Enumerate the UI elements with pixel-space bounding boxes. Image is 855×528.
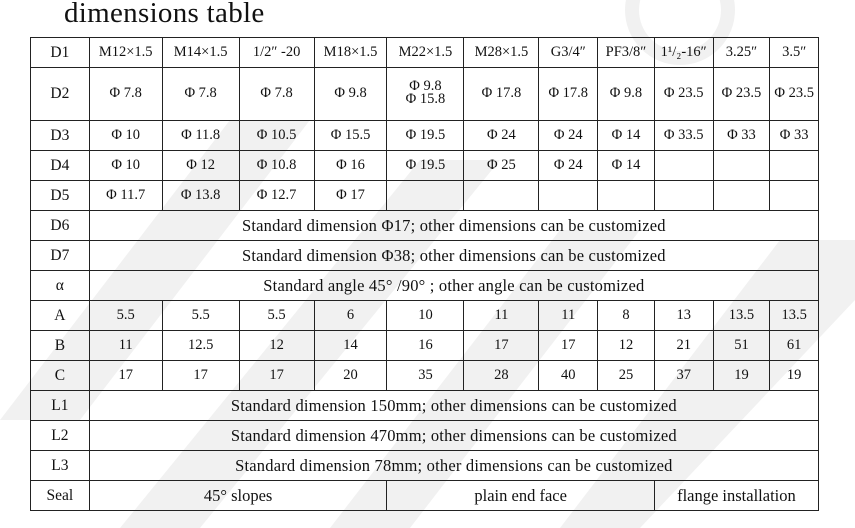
cell-c-8: 25 bbox=[598, 360, 655, 390]
seal-flange-installation: flange installation bbox=[654, 480, 818, 510]
cell-d2-7: Φ 17.8 bbox=[539, 68, 598, 121]
cell-b-4: 14 bbox=[314, 330, 387, 360]
cell-d3-7: Φ 24 bbox=[539, 120, 598, 150]
cell-d1-11: 3.5″ bbox=[770, 38, 819, 68]
cell-d2-10: Φ 23.5 bbox=[713, 68, 770, 121]
cell-d3-2: Φ 11.8 bbox=[162, 120, 239, 150]
seal-slopes: 45° slopes bbox=[89, 480, 387, 510]
cell-a-1: 5.5 bbox=[89, 300, 162, 330]
cell-d5-7 bbox=[539, 180, 598, 210]
cell-d1-1: M12×1.5 bbox=[89, 38, 162, 68]
row-label-c: C bbox=[31, 360, 90, 390]
cell-d1-5: M22×1.5 bbox=[387, 38, 464, 68]
cell-c-6: 28 bbox=[464, 360, 539, 390]
cell-a-7: 11 bbox=[539, 300, 598, 330]
cell-d1-2: M14×1.5 bbox=[162, 38, 239, 68]
cell-d4-7: Φ 24 bbox=[539, 150, 598, 180]
span-text-l2: Standard dimension 470mm; other dimensions can be customized bbox=[89, 420, 818, 450]
span-text-l1: Standard dimension 150mm; other dimensions can be customized bbox=[89, 390, 818, 420]
cell-d5-11 bbox=[770, 180, 819, 210]
cell-d5-10 bbox=[713, 180, 770, 210]
cell-a-3: 5.5 bbox=[239, 300, 314, 330]
row-label-d5: D5 bbox=[31, 180, 90, 210]
cell-b-6: 17 bbox=[464, 330, 539, 360]
cell-d2-9: Φ 23.5 bbox=[654, 68, 713, 121]
cell-b-10: 51 bbox=[713, 330, 770, 360]
cell-c-7: 40 bbox=[539, 360, 598, 390]
table-row-alpha bbox=[31, 270, 819, 300]
cell-c-2: 17 bbox=[162, 360, 239, 390]
row-label-alpha: α bbox=[31, 270, 90, 300]
page-title: dimensions table bbox=[64, 0, 265, 29]
cell-d4-5: Φ 19.5 bbox=[387, 150, 464, 180]
row-label-d2: D2 bbox=[31, 68, 90, 121]
cell-c-9: 37 bbox=[654, 360, 713, 390]
cell-c-1: 17 bbox=[89, 360, 162, 390]
cell-d2-11: Φ 23.5 bbox=[770, 68, 819, 121]
cell-d3-10: Φ 33 bbox=[713, 120, 770, 150]
seal-plain-end-face: plain end face bbox=[387, 480, 654, 510]
cell-d3-5: Φ 19.5 bbox=[387, 120, 464, 150]
span-text-d6: Standard dimension Φ17; other dimensions can be customized bbox=[89, 210, 818, 240]
table-row-d1 bbox=[31, 38, 819, 68]
cell-d1-7: G3/4″ bbox=[539, 38, 598, 68]
cell-d3-6: Φ 24 bbox=[464, 120, 539, 150]
cell-a-9: 13 bbox=[654, 300, 713, 330]
table-row-a bbox=[31, 300, 819, 330]
row-label-d6: D6 bbox=[31, 210, 90, 240]
cell-d1-6: M28×1.5 bbox=[464, 38, 539, 68]
table-row-l1 bbox=[31, 390, 819, 420]
cell-d5-9 bbox=[654, 180, 713, 210]
cell-b-1: 11 bbox=[89, 330, 162, 360]
cell-d5-8 bbox=[598, 180, 655, 210]
row-label-l1: L1 bbox=[31, 390, 90, 420]
cell-d2-6: Φ 17.8 bbox=[464, 68, 539, 121]
cell-a-4: 6 bbox=[314, 300, 387, 330]
cell-d1-4: M18×1.5 bbox=[314, 38, 387, 68]
cell-d2-4: Φ 9.8 bbox=[314, 68, 387, 121]
row-label-d4: D4 bbox=[31, 150, 90, 180]
cell-d4-1: Φ 10 bbox=[89, 150, 162, 180]
dimensions-table bbox=[30, 37, 819, 511]
cell-d2-2: Φ 7.8 bbox=[162, 68, 239, 121]
cell-d3-4: Φ 15.5 bbox=[314, 120, 387, 150]
cell-c-10: 19 bbox=[713, 360, 770, 390]
cell-a-10: 13.5 bbox=[713, 300, 770, 330]
span-text-d7: Standard dimension Φ38; other dimensions can be customized bbox=[89, 240, 818, 270]
cell-c-3: 17 bbox=[239, 360, 314, 390]
cell-d2-1: Φ 7.8 bbox=[89, 68, 162, 121]
span-text-alpha: Standard angle 45° /90° ; other angle can be customized bbox=[89, 270, 818, 300]
cell-d4-6: Φ 25 bbox=[464, 150, 539, 180]
cell-d5-6 bbox=[464, 180, 539, 210]
table-row-c bbox=[31, 360, 819, 390]
table-row-d6 bbox=[31, 210, 819, 240]
cell-d2-8: Φ 9.8 bbox=[598, 68, 655, 121]
cell-d3-11: Φ 33 bbox=[770, 120, 819, 150]
row-label-seal: Seal bbox=[31, 480, 90, 510]
cell-a-11: 13.5 bbox=[770, 300, 819, 330]
cell-b-2: 12.5 bbox=[162, 330, 239, 360]
cell-d2-5-stack bbox=[406, 80, 446, 106]
row-label-d7: D7 bbox=[31, 240, 90, 270]
row-label-l3: L3 bbox=[31, 450, 90, 480]
table-row-seal bbox=[31, 480, 819, 510]
row-label-a: A bbox=[31, 300, 90, 330]
cell-d4-3: Φ 10.8 bbox=[239, 150, 314, 180]
cell-c-4: 20 bbox=[314, 360, 387, 390]
cell-d1-8: PF3/8″ bbox=[598, 38, 655, 68]
table-row-d3 bbox=[31, 120, 819, 150]
cell-b-3: 12 bbox=[239, 330, 314, 360]
table-row-d5 bbox=[31, 180, 819, 210]
span-text-l3: Standard dimension 78mm; other dimensions can be customized bbox=[89, 450, 818, 480]
cell-d4-10 bbox=[713, 150, 770, 180]
table-row-d7 bbox=[31, 240, 819, 270]
cell-b-5: 16 bbox=[387, 330, 464, 360]
row-label-d1: D1 bbox=[31, 38, 90, 68]
row-label-l2: L2 bbox=[31, 420, 90, 450]
table-row-l3 bbox=[31, 450, 819, 480]
row-label-d3: D3 bbox=[31, 120, 90, 150]
table-row-d4 bbox=[31, 150, 819, 180]
cell-b-11: 61 bbox=[770, 330, 819, 360]
table-row-d2 bbox=[31, 68, 819, 121]
cell-d1-9: 1¹/₂-16″ bbox=[654, 38, 713, 68]
cell-d5-5 bbox=[387, 180, 464, 210]
cell-d5-1: Φ 11.7 bbox=[89, 180, 162, 210]
cell-d1-10: 3.25″ bbox=[713, 38, 770, 68]
row-label-b: B bbox=[31, 330, 90, 360]
cell-d2-5-line1: Φ 9.8 bbox=[409, 78, 442, 95]
cell-c-5: 35 bbox=[387, 360, 464, 390]
cell-d3-3: Φ 10.5 bbox=[239, 120, 314, 150]
cell-d2-5 bbox=[387, 68, 464, 121]
cell-d3-1: Φ 10 bbox=[89, 120, 162, 150]
cell-d4-9 bbox=[654, 150, 713, 180]
cell-d3-8: Φ 14 bbox=[598, 120, 655, 150]
cell-d4-8: Φ 14 bbox=[598, 150, 655, 180]
cell-b-8: 12 bbox=[598, 330, 655, 360]
cell-d2-5-line2: Φ 15.8 bbox=[405, 91, 446, 108]
cell-d1-3: 1/2″ -20 bbox=[239, 38, 314, 68]
cell-d5-3: Φ 12.7 bbox=[239, 180, 314, 210]
cell-a-6: 11 bbox=[464, 300, 539, 330]
cell-d5-2: Φ 13.8 bbox=[162, 180, 239, 210]
table-row-l2 bbox=[31, 420, 819, 450]
cell-a-8: 8 bbox=[598, 300, 655, 330]
cell-b-9: 21 bbox=[654, 330, 713, 360]
cell-a-5: 10 bbox=[387, 300, 464, 330]
table-row-b bbox=[31, 330, 819, 360]
cell-d4-2: Φ 12 bbox=[162, 150, 239, 180]
cell-c-11: 19 bbox=[770, 360, 819, 390]
cell-d5-4: Φ 17 bbox=[314, 180, 387, 210]
cell-d3-9: Φ 33.5 bbox=[654, 120, 713, 150]
cell-b-7: 17 bbox=[539, 330, 598, 360]
cell-d4-11 bbox=[770, 150, 819, 180]
cell-d4-4: Φ 16 bbox=[314, 150, 387, 180]
cell-d2-3: Φ 7.8 bbox=[239, 68, 314, 121]
cell-a-2: 5.5 bbox=[162, 300, 239, 330]
